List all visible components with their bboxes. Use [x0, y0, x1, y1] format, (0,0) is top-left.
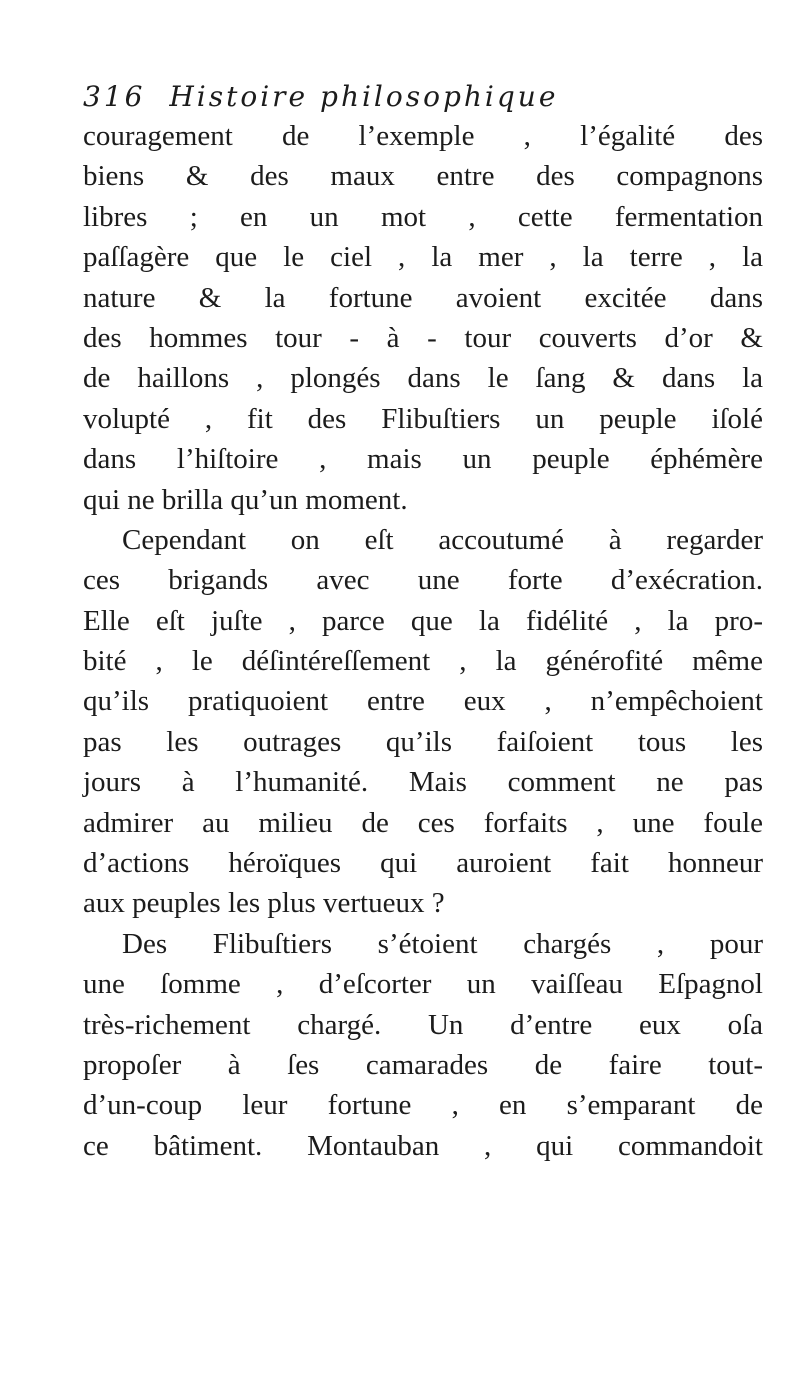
paragraph-start-line: Cependant on eſt accoutumé à regarder — [122, 523, 763, 556]
text-line: ce bâtiment. Montauban , qui commandoit — [83, 1129, 763, 1162]
text-line: très-richement chargé. Un d’entre eux oſa — [83, 1008, 763, 1041]
text-line: admirer au milieu de ces forfaits , une foule — [83, 806, 763, 839]
text-line: d’actions héroïques qui auroient fait honneur — [83, 847, 763, 880]
text-line: jours à l’humanité. Mais comment ne pas — [83, 766, 763, 799]
text-line: volupté , fit des Flibuſtiers un peuple iſolé — [83, 402, 763, 435]
text-line: d’un-coup leur fortune , en s’emparant de — [83, 1089, 763, 1122]
text-line: nature & la fortune avoient excitée dans — [83, 281, 763, 314]
text-line: dans l’hiſtoire , mais un peuple éphémère — [83, 443, 763, 476]
paragraph-end-line: qui ne brilla qu’un moment. — [83, 483, 408, 516]
text-line: propoſer à ſes camarades de faire tout- — [83, 1048, 763, 1081]
text-line: biens & des maux entre des compagnons — [83, 160, 763, 193]
body-text — [83, 116, 763, 1166]
text-line: qu’ils pratiquoient entre eux , n’empêchoient — [83, 685, 763, 718]
text-line: couragement de l’exemple , l’égalité des — [83, 120, 763, 152]
text-line: Elle eſt juſte , parce que la fidélité , la pro- — [83, 604, 763, 637]
text-line: libres ; en un mot , cette fermentation — [83, 200, 763, 233]
running-title: Histoire philosophique — [169, 80, 559, 113]
paragraph-start-line: Des Flibuſtiers s’étoient chargés , pour — [122, 927, 763, 960]
text-line: pas les outrages qu’ils faiſoient tous les — [83, 725, 763, 758]
page-number: 316 — [83, 80, 146, 113]
text-line: paſſagère que le ciel , la mer , la terre , la — [83, 241, 763, 274]
paragraph-end-line: aux peuples les plus vertueux ? — [83, 887, 445, 920]
text-line: bité , le déſintéreſſement , la générofité même — [83, 645, 763, 678]
text-line: des hommes tour - à - tour couverts d’or & — [83, 321, 763, 354]
text-line: ces brigands avec une forte d’exécration. — [83, 564, 763, 597]
text-line: de haillons , plongés dans le ſang & dans la — [83, 362, 763, 395]
text-line: une ſomme , d’eſcorter un vaiſſeau Eſpagnol — [83, 968, 763, 1001]
